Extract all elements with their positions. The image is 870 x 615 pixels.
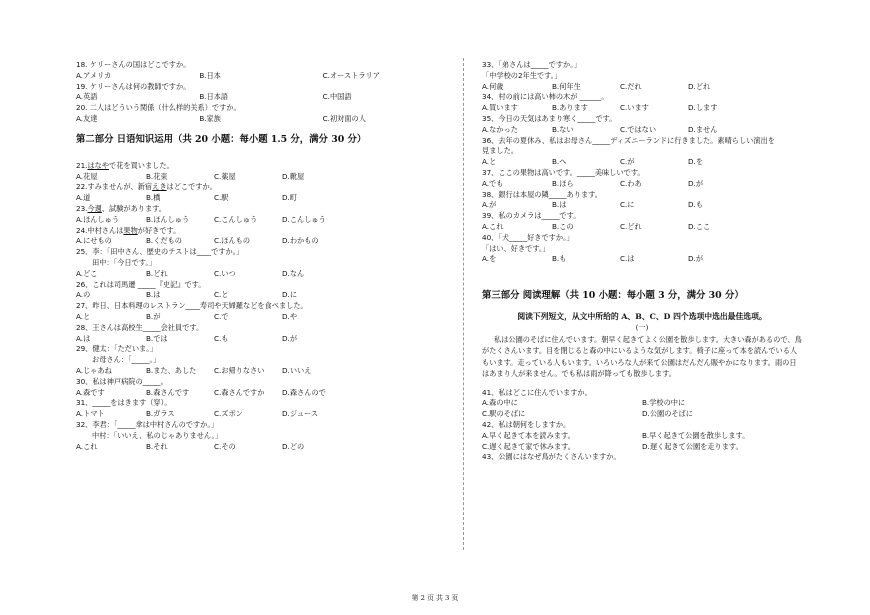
options-20: A.友達 B.家族 C.初対面の人 (76, 113, 366, 123)
question-43: 43、公園にはなぜ鳥がたくさんいますか。 (482, 452, 621, 462)
options-38: A.が B.は C.に D.も (482, 200, 704, 210)
options-35: A.なかった B.ない C.ではない D.ません (482, 124, 718, 134)
options-21: A.花屋 B.花束 C.薬屋 D.靴屋 (76, 171, 305, 181)
question-36: 36、去年の夏休み、私はお母さん_____ディズニーランドに行きました。素晴らしい演出を (482, 135, 775, 145)
options-41-row2: C.駅のそばに D.公園のそばに (482, 409, 693, 419)
options-26: A.の B.は C.と D.に (76, 290, 298, 300)
options-41-row1: A.森の中に B.学校の中に (482, 398, 686, 408)
passage-number: (一) (635, 323, 649, 333)
question-30: 30、私は神戸病院の_____。 (76, 376, 168, 386)
question-32-reply: 中村：「いいえ、私のじゃありません。」 (92, 430, 223, 440)
options-24: A.にせもの B.くだもの C.ほんもの D.わかもの (76, 236, 319, 246)
options-34: A.買います B.あります C.います D.します (482, 103, 718, 113)
question-40-reply: 「はい、好きです。」 (482, 243, 550, 253)
question-29-reply: お母さん：「_____。」 (92, 355, 161, 365)
options-28: A.は B.では C.も D.が (76, 333, 298, 343)
question-22: 22.すみませんが、新宿えきはどこですか。 (76, 182, 217, 192)
options-32: A.これ B.それ C.その D.どの (76, 441, 305, 451)
question-38: 38、銀行は本屋の隣_____あります。 (482, 189, 602, 199)
column-divider (463, 58, 464, 550)
question-19: 19. ケリーさんは何の教師ですか。 (76, 81, 191, 91)
question-26: 26、これは司馬遷 _____『史記』です。 (76, 279, 206, 289)
question-36-cont: 見ました。 (482, 146, 518, 156)
question-34: 34、村の前には高い柿の木が ______。 (482, 92, 609, 102)
question-25: 25．李：「田中さん、歴史のテストは____ですか。」 (76, 247, 244, 257)
section-2-heading: 第二部分 日语知识运用（共 20 小题：每小题 1.5 分，满分 30 分） (76, 133, 367, 145)
options-18: A.アメリカ B.日本 C.オーストラリア (76, 70, 380, 80)
options-40: A.を B.も C.は D.が (482, 254, 704, 264)
options-37: A.でも B.ほら C.わあ D.が (482, 178, 704, 188)
question-24: 24.中村さんは果物が好きです。 (76, 225, 181, 235)
question-23: 23.今週、試験があります。 (76, 203, 166, 213)
page-footer: 第 2 页 共 3 页 (411, 594, 459, 602)
options-30: A.森です B.森さんです C.森さんですか D.森さんので (76, 387, 326, 397)
options-36: A.と B.へ C.が D.を (482, 157, 704, 167)
options-23: A.ほんしゅう B.ほんしゅう C.こんしゅう D.こんしゅう (76, 214, 326, 224)
options-27: A.と B.が C.で D.や (76, 311, 298, 321)
options-42-row2: C.遅く起きて家で休みます。 D.遅く起きて公園を走ります。 (482, 441, 743, 451)
question-20: 20. 二人はどういう関係（什么样的关系）ですか。 (76, 103, 241, 113)
question-25-reply: 田中：「今日です。」 (92, 257, 157, 267)
options-22: A.道 B.橋 C.駅 D.町 (76, 193, 298, 203)
right-column (482, 60, 802, 463)
question-40: 40、「犬_____好きですか。」 (482, 232, 574, 242)
options-39: A.これ B.この C.どれ D.ここ (482, 221, 711, 231)
reading-passage: 私は公園のそばに住んでいます。朝早く起きてよく公園を散歩します。大きい森があるので、鳥がたくさんいます。目を閉じると森の中にいるような気がします。椅子に座って本を読んでいる人もいます。走っている人もいます。いろいろな人が来て公園はだんだん賑やかになります。雨の日はあまり人が来ません。でも私は雨が降っても散歩します。 (482, 334, 802, 379)
options-29: A.じゃあね B.また、あした C.お帰りなさい D.いいえ (76, 365, 312, 375)
question-33: 33、「弟さんは_____ですか。」 (482, 60, 581, 69)
options-31: A.トマト B.ガラス C.ズボン D.ジュース (76, 409, 319, 419)
question-32: 32、李君：「_____傘は中村さんのですか。」 (76, 419, 219, 429)
question-37: 37、ここの果物は高いです。_____美味しいです。 (482, 167, 645, 177)
question-33-reply: 「中学校の2年生です。」 (482, 70, 562, 80)
options-42-row1: A.早く起きて本を読みます。 B.早く起きて公園を散歩します。 (482, 430, 750, 440)
left-column (76, 60, 446, 452)
reading-instruction: 阅读下列短文，从文中所给的 A、B、C、D 四个选项中选出最佳选项。 (517, 312, 767, 322)
options-19: A.英語 B.日本語 C.中国語 (76, 92, 352, 102)
question-39: 39、私のカメラは_____です。 (482, 211, 581, 221)
question-31: 31、_____をはきます（穿）。 (76, 398, 172, 408)
question-28: 28、王さんは高校生_____会社員です。 (76, 322, 204, 332)
options-33: A.何歳 B.何年生 C.だれ D.どれ (482, 81, 711, 91)
question-29: 29、健太：「ただいま。」 (76, 344, 158, 354)
question-21: 21.はなやで花を買いました。 (76, 160, 174, 170)
section-3-heading: 第三部分 阅读理解（共 10 小题：每小题 3 分，满分 30 分） (482, 290, 744, 302)
question-27: 27、昨日、日本料理のレストラン____寿司や天婦羅などを食べました。 (76, 301, 308, 311)
question-42: 42、私は朝何をしますか。 (482, 419, 571, 429)
options-25: A.どこ B.どれ C.いつ D.なん (76, 268, 305, 278)
question-18: 18. ケリーさんの国はどこですか。 (76, 60, 191, 69)
question-41: 41、私はどこに住んでいますか。 (482, 387, 592, 397)
question-35: 35、今日の天気はあまり寒く_____です。 (482, 113, 617, 123)
